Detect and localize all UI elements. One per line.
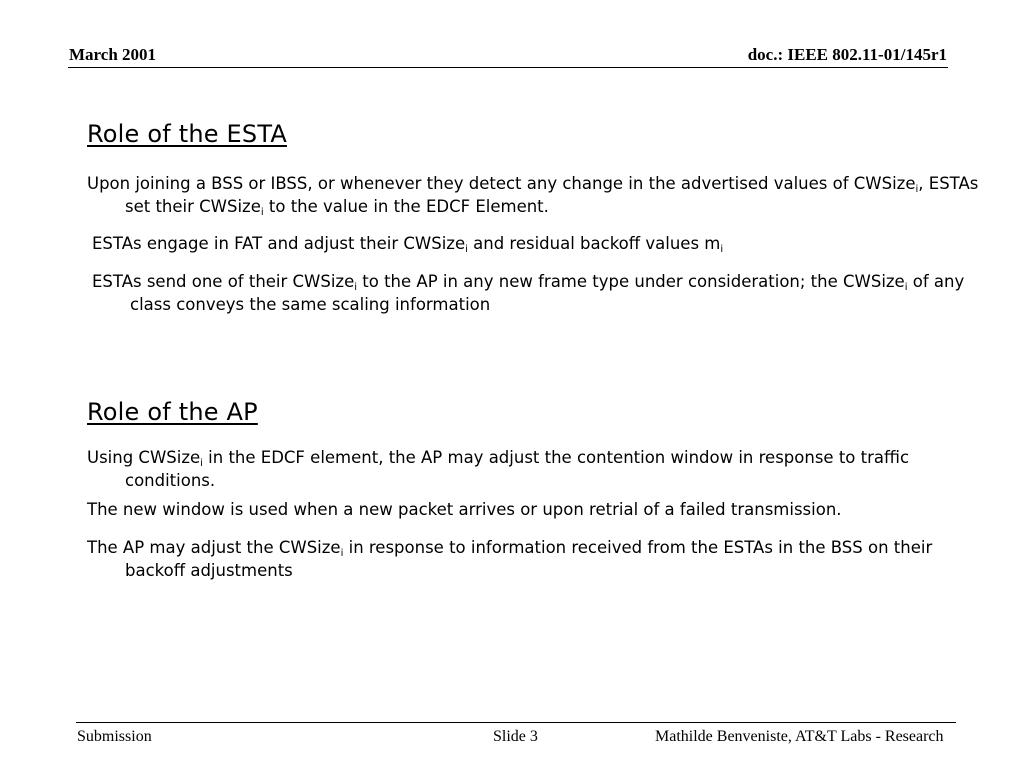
- footer-divider: [76, 722, 956, 723]
- subscript: i: [340, 548, 344, 559]
- footer-author: Mathilde Benveniste, AT&T Labs - Research: [655, 728, 944, 745]
- text-run: The AP may adjust the CWSize: [87, 538, 341, 557]
- text-run: ESTAs engage in FAT and adjust their CWSize: [92, 234, 466, 253]
- subscript: i: [200, 458, 203, 469]
- esta-paragraph-2: [92, 232, 985, 255]
- ap-paragraph-1: [87, 446, 985, 492]
- section-title-ap: Role of the AP: [87, 398, 258, 426]
- text-run: to the value in the EDCF Element.: [263, 197, 549, 216]
- ap-paragraph-2: [87, 498, 985, 521]
- esta-paragraph-3: [92, 270, 985, 316]
- subscript: i: [465, 244, 468, 255]
- subscript: i: [915, 184, 919, 195]
- subscript: i: [354, 282, 358, 293]
- subscript: i: [720, 244, 724, 255]
- section-title-esta: Role of the ESTA: [87, 120, 287, 148]
- text-run: and residual backoff values m: [467, 234, 721, 253]
- footer-submission: Submission: [77, 728, 152, 745]
- text-run: Upon joining a BSS or IBSS, or whenever they detect any change in the advertised values of CWSize: [87, 174, 916, 193]
- header-doc-id: doc.: IEEE 802.11-01/145r1: [747, 45, 947, 64]
- text-run: in response to information received from the ESTAs in the BSS on their backoff adjustments: [125, 538, 933, 580]
- footer-slide-number: Slide 3: [493, 728, 538, 745]
- text-run: in the EDCF element, the AP may adjust the contention window in response to traffic conditions.: [125, 448, 910, 490]
- text-run: Using CWSize: [87, 448, 201, 467]
- subscript: i: [260, 207, 264, 218]
- text-run: The new window is used when a new packet arrives or upon retrial of a failed transmission.: [87, 500, 842, 519]
- esta-paragraph-1: [87, 172, 985, 218]
- text-run: of any class conveys the same scaling information: [130, 272, 965, 314]
- subscript: i: [904, 282, 908, 293]
- text-run: ESTAs send one of their CWSize: [92, 272, 355, 291]
- header-divider: [68, 67, 948, 68]
- text-run: to the AP in any new frame type under consideration; the CWSize: [357, 272, 905, 291]
- text-run: , ESTAs set their CWSize: [125, 174, 979, 216]
- ap-paragraph-3: [87, 536, 985, 582]
- header-date: March 2001: [69, 45, 157, 64]
